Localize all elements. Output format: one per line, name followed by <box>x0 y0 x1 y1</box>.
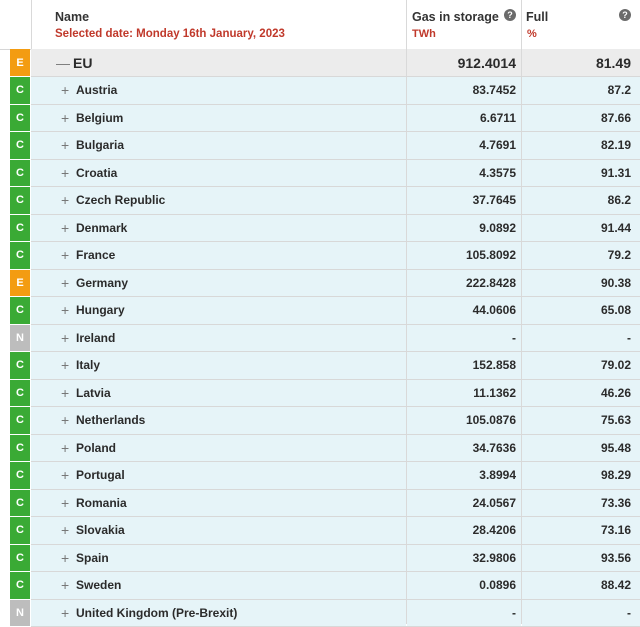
table-row[interactable] <box>0 600 640 627</box>
status-badge: N <box>10 600 30 627</box>
table-row[interactable] <box>0 160 640 188</box>
table-row[interactable] <box>0 132 640 160</box>
status-badge: C <box>10 462 30 489</box>
collapse-icon[interactable]: — <box>56 55 72 71</box>
expand-icon[interactable]: + <box>61 495 75 511</box>
full-value: 93.56 <box>522 545 640 572</box>
status-badge: E <box>10 270 30 297</box>
status-badge: C <box>10 435 30 462</box>
row-name-cell <box>31 462 406 489</box>
row-name-cell <box>31 407 406 434</box>
gas-value: 32.9806 <box>407 545 521 572</box>
gas-value: 44.0606 <box>407 297 521 324</box>
gas-value: 912.4014 <box>407 49 521 76</box>
row-name: Poland <box>76 441 116 455</box>
expand-icon[interactable]: + <box>61 605 75 621</box>
full-value: - <box>522 600 640 627</box>
row-name-cell <box>31 352 406 379</box>
table-row[interactable] <box>0 187 640 215</box>
row-name-cell <box>31 435 406 462</box>
full-value: 95.48 <box>522 435 640 462</box>
expand-icon[interactable]: + <box>61 330 75 346</box>
full-value: 82.19 <box>522 132 640 159</box>
table-row[interactable] <box>0 380 640 408</box>
status-badge: C <box>10 380 30 407</box>
full-value: 88.42 <box>522 572 640 599</box>
row-name-cell <box>31 490 406 517</box>
row-name: United Kingdom (Pre-Brexit) <box>76 606 237 620</box>
full-value: 87.66 <box>522 105 640 132</box>
selected-date: Selected date: Monday 16th January, 2023 <box>55 28 285 40</box>
full-value: 65.08 <box>522 297 640 324</box>
status-badge: C <box>10 297 30 324</box>
row-name-cell <box>31 325 406 352</box>
full-value: 90.38 <box>522 270 640 297</box>
full-value: 81.49 <box>522 49 640 76</box>
row-name-cell <box>31 572 406 599</box>
full-value: 75.63 <box>522 407 640 434</box>
row-name: Sweden <box>76 578 121 592</box>
table-header <box>0 0 640 50</box>
expand-icon[interactable]: + <box>61 82 75 98</box>
row-name: Croatia <box>76 166 117 180</box>
gas-value: - <box>407 325 521 352</box>
full-unit: % <box>527 28 537 40</box>
table-row-eu[interactable] <box>0 49 640 77</box>
full-value: 46.26 <box>522 380 640 407</box>
status-badge: E <box>10 49 30 76</box>
gas-value: 222.8428 <box>407 270 521 297</box>
full-value: 91.31 <box>522 160 640 187</box>
expand-icon[interactable]: + <box>61 165 75 181</box>
expand-icon[interactable]: + <box>61 192 75 208</box>
row-name-cell <box>31 160 406 187</box>
row-name-cell <box>31 77 406 104</box>
row-name-cell <box>31 297 406 324</box>
gas-value: 9.0892 <box>407 215 521 242</box>
expand-icon[interactable]: + <box>61 385 75 401</box>
row-name-cell <box>31 517 406 544</box>
row-name-cell <box>31 132 406 159</box>
table-row[interactable] <box>0 215 640 243</box>
row-name: Austria <box>76 83 117 97</box>
row-name: Hungary <box>76 303 125 317</box>
row-name: Slovakia <box>76 523 125 537</box>
row-name: Italy <box>76 358 100 372</box>
table-row[interactable] <box>0 242 640 270</box>
table-row[interactable] <box>0 77 640 105</box>
row-name: Latvia <box>76 386 111 400</box>
table-row[interactable] <box>0 297 640 325</box>
row-name-cell <box>31 380 406 407</box>
row-name-cell <box>31 187 406 214</box>
gas-value: 3.8994 <box>407 462 521 489</box>
full-value: 86.2 <box>522 187 640 214</box>
full-value: 91.44 <box>522 215 640 242</box>
gas-unit: TWh <box>412 28 436 40</box>
status-badge: C <box>10 187 30 214</box>
status-badge: C <box>10 517 30 544</box>
table-row[interactable] <box>0 325 640 353</box>
expand-icon[interactable]: + <box>61 220 75 236</box>
row-name-cell <box>31 215 406 242</box>
expand-icon[interactable]: + <box>61 522 75 538</box>
expand-icon[interactable]: + <box>61 550 75 566</box>
row-name-cell <box>31 242 406 269</box>
status-badge: C <box>10 242 30 269</box>
expand-icon[interactable]: + <box>61 357 75 373</box>
expand-icon[interactable]: + <box>61 247 75 263</box>
full-value: 98.29 <box>522 462 640 489</box>
full-column-header[interactable]: Full <box>526 10 548 24</box>
gas-value: 0.0896 <box>407 572 521 599</box>
row-name-cell <box>31 105 406 132</box>
full-help-icon[interactable]: ? <box>619 9 631 21</box>
gas-value: 34.7636 <box>407 435 521 462</box>
gas-in-storage-column-header[interactable]: Gas in storage <box>412 10 499 24</box>
status-badge: C <box>10 545 30 572</box>
row-name: Ireland <box>76 331 115 345</box>
gas-value: 105.8092 <box>407 242 521 269</box>
row-name: Netherlands <box>76 413 145 427</box>
row-name-cell <box>31 270 406 297</box>
row-name: Germany <box>76 276 128 290</box>
gas-value: 105.0876 <box>407 407 521 434</box>
gas-value: 6.6711 <box>407 105 521 132</box>
status-badge: C <box>10 160 30 187</box>
table-row[interactable] <box>0 517 640 545</box>
full-value: - <box>522 325 640 352</box>
gas-value: 11.1362 <box>407 380 521 407</box>
row-name: EU <box>73 55 92 71</box>
gas-value: 28.4206 <box>407 517 521 544</box>
status-badge: C <box>10 105 30 132</box>
table-row[interactable] <box>0 270 640 298</box>
row-name: Denmark <box>76 221 127 235</box>
row-name: Belgium <box>76 111 123 125</box>
row-name: Spain <box>76 551 109 565</box>
status-badge: C <box>10 407 30 434</box>
row-name: Romania <box>76 496 127 510</box>
gas-value: 4.3575 <box>407 160 521 187</box>
status-badge: C <box>10 490 30 517</box>
full-value: 79.02 <box>522 352 640 379</box>
row-name-cell <box>31 600 406 627</box>
table-row[interactable] <box>0 490 640 518</box>
row-name-cell <box>31 49 406 76</box>
full-value: 73.36 <box>522 490 640 517</box>
table-row[interactable] <box>0 462 640 490</box>
gas-value: 152.858 <box>407 352 521 379</box>
full-value: 73.16 <box>522 517 640 544</box>
expand-icon[interactable]: + <box>61 412 75 428</box>
gas-help-icon[interactable]: ? <box>504 9 516 21</box>
name-column-header[interactable]: Name <box>55 10 89 24</box>
row-name-cell <box>31 545 406 572</box>
status-badge: C <box>10 132 30 159</box>
row-name: France <box>76 248 115 262</box>
table-row[interactable] <box>0 352 640 380</box>
status-badge: C <box>10 572 30 599</box>
gas-value: 37.7645 <box>407 187 521 214</box>
expand-icon[interactable]: + <box>61 137 75 153</box>
status-badge: C <box>10 215 30 242</box>
row-name: Bulgaria <box>76 138 124 152</box>
expand-icon[interactable]: + <box>61 577 75 593</box>
gas-value: - <box>407 600 521 627</box>
table-row[interactable] <box>0 435 640 463</box>
expand-icon[interactable]: + <box>61 467 75 483</box>
expand-icon[interactable]: + <box>61 302 75 318</box>
table-row[interactable] <box>0 105 640 133</box>
gas-value: 4.7691 <box>407 132 521 159</box>
gas-value: 24.0567 <box>407 490 521 517</box>
status-badge: C <box>10 77 30 104</box>
full-value: 87.2 <box>522 77 640 104</box>
row-name: Czech Republic <box>76 193 165 207</box>
expand-icon[interactable]: + <box>61 275 75 291</box>
expand-icon[interactable]: + <box>61 440 75 456</box>
expand-icon[interactable]: + <box>61 110 75 126</box>
table-row[interactable] <box>0 572 640 600</box>
table-row[interactable] <box>0 407 640 435</box>
gas-storage-table <box>0 49 640 627</box>
full-value: 79.2 <box>522 242 640 269</box>
table-row[interactable] <box>0 545 640 573</box>
status-badge: N <box>10 325 30 352</box>
row-name: Portugal <box>76 468 125 482</box>
gas-value: 83.7452 <box>407 77 521 104</box>
status-badge: C <box>10 352 30 379</box>
